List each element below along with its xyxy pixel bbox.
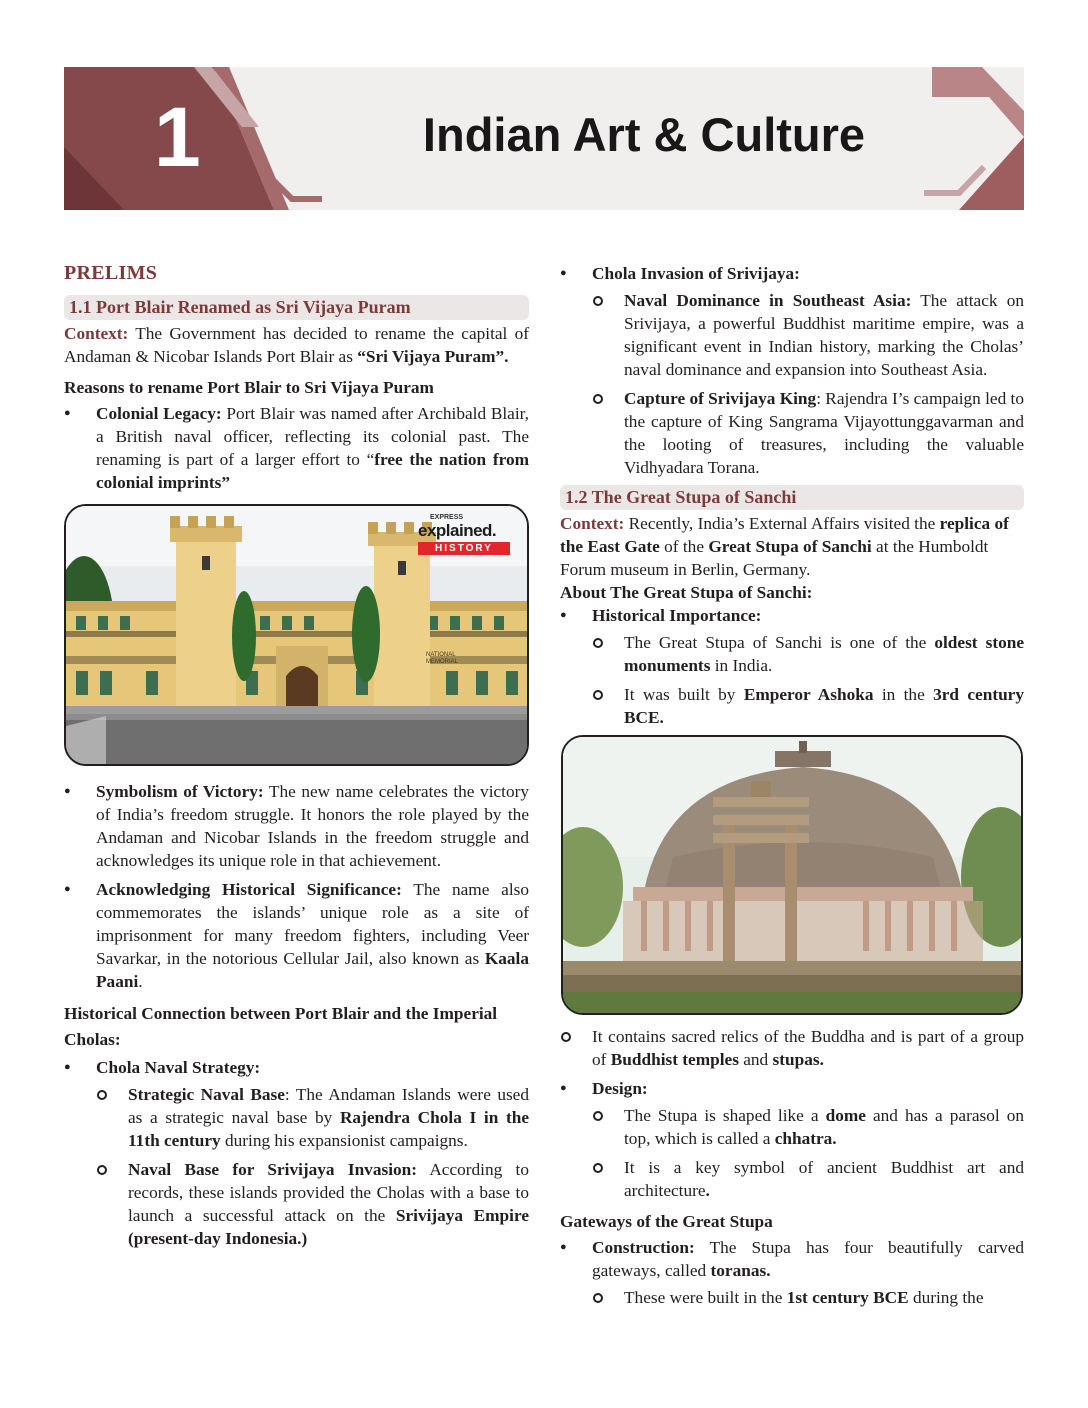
chapter-title: Indian Art & Culture bbox=[422, 108, 866, 161]
srivijaya-base-text: According to records, these islands provided the Cholas with a base to launch a successful attack on the bbox=[128, 1160, 529, 1225]
sublist-item-relics bbox=[560, 1025, 1024, 1071]
relics-bold-1: Buddhist temples bbox=[610, 1050, 739, 1069]
sublist-item-symbol bbox=[592, 1156, 1024, 1202]
naval-strategy-label: Chola Naval Strategy: bbox=[96, 1058, 261, 1077]
reasons-list-continued bbox=[64, 780, 529, 993]
strategic-bold: Rajendra Chola I in the 11th century bbox=[128, 1108, 529, 1150]
section-heading-1-2: 1.2 The Great Stupa of Sanchi bbox=[560, 485, 1024, 510]
list-item-historical-importance bbox=[560, 604, 1024, 729]
design-sublist bbox=[592, 1104, 1024, 1202]
built-text-2: in the bbox=[873, 685, 934, 704]
prelims-label: PRELIMS bbox=[64, 262, 158, 284]
victory-text: The new name celebrates the victory of India’s freedom struggle. It honors the role played by the Andaman and Nicobar Islands in the freedom struggle and acknowledges its unique role in that achievement. bbox=[96, 782, 530, 870]
design-list bbox=[560, 1077, 1024, 1202]
sanchi-context-label: Context: bbox=[560, 514, 625, 533]
sanchi-list bbox=[560, 604, 1024, 729]
symbol-text: It is a key symbol of ancient Buddhist art and architecture bbox=[624, 1158, 1024, 1200]
colonial-label: Colonial Legacy: bbox=[96, 404, 222, 423]
badge-history-text: HISTORY bbox=[418, 542, 510, 555]
cellular-jail-photo bbox=[64, 504, 529, 766]
construction-label: Construction: bbox=[592, 1238, 695, 1257]
list-item-symbolism-victory bbox=[64, 780, 529, 872]
sanchi-stupa-image bbox=[563, 737, 1021, 1013]
sublist-item-built-by bbox=[592, 683, 1024, 729]
sublist-item-capture-king bbox=[592, 387, 1024, 479]
badge-express-text: EXPRESS bbox=[430, 514, 464, 521]
colonial-bold: free the nation from colonial imprints bbox=[96, 450, 529, 492]
ack-label: Acknowledging Historical Significance: bbox=[96, 880, 402, 899]
sanchi-relics-sublist bbox=[560, 1025, 1024, 1071]
about-sanchi-heading: About The Great Stupa of Sanchi: bbox=[560, 583, 813, 602]
chapter-banner bbox=[64, 67, 1024, 210]
hist-importance-label: Historical Importance: bbox=[592, 606, 762, 625]
oldest-bold: oldest stone monuments bbox=[624, 633, 1025, 675]
century-bold: 1st century BCE bbox=[786, 1288, 909, 1307]
colonial-end: ” bbox=[221, 473, 230, 492]
invasion-list bbox=[560, 262, 1024, 479]
left-column bbox=[64, 262, 529, 1256]
list-item-chola-invasion bbox=[560, 262, 1024, 479]
gateways-heading: Gateways of the Great Stupa bbox=[560, 1212, 773, 1231]
sublist-item-century bbox=[592, 1286, 1024, 1309]
sublist-item-strategic-base bbox=[96, 1083, 529, 1152]
badge-explained-text: explained. bbox=[418, 521, 497, 540]
oldest-end: in India. bbox=[710, 656, 773, 675]
list-item-construction bbox=[560, 1236, 1024, 1309]
srivijaya-base-bold: Srivijaya Empire (present-day Indonesia.) bbox=[128, 1206, 529, 1248]
context-new-name: “Sri Vijaya Puram”. bbox=[357, 347, 509, 366]
section-heading-1-1: 1.1 Port Blair Renamed as Sri Vijaya Puram bbox=[64, 295, 529, 320]
hist-importance-sublist bbox=[592, 631, 1024, 729]
list-item-naval-strategy bbox=[64, 1056, 529, 1250]
built-bold-1: Emperor Ashoka bbox=[743, 685, 874, 704]
sanchi-context-bold-1: replica of the East Gate bbox=[560, 514, 1009, 556]
century-text: These were built in the bbox=[624, 1288, 787, 1307]
construction-bold: toranas. bbox=[710, 1261, 771, 1280]
sublist-item-dome bbox=[592, 1104, 1024, 1150]
construction-text: The Stupa has four beautifully carved gateways, called bbox=[592, 1238, 1024, 1280]
gateways-list bbox=[560, 1236, 1024, 1309]
sanchi-context-text-2: of the bbox=[659, 537, 709, 556]
strategic-end: during his expansionist campaigns. bbox=[220, 1131, 468, 1150]
relics-text: It contains sacred relics of the Buddha and is part of a group of bbox=[592, 1027, 1024, 1069]
symbol-end: . bbox=[705, 1181, 710, 1200]
built-text: It was built by bbox=[624, 685, 744, 704]
list-item-design bbox=[560, 1077, 1024, 1202]
design-label: Design: bbox=[592, 1079, 648, 1098]
relics-bold-2: stupas. bbox=[772, 1050, 824, 1069]
strategic-label: Strategic Naval Base bbox=[128, 1085, 285, 1104]
context-paragraph bbox=[64, 322, 529, 368]
built-bold-2: 3rd century BCE. bbox=[624, 685, 1024, 727]
capture-label: Capture of Srivijaya King bbox=[624, 389, 817, 408]
strategic-text: : The Andaman Islands were used as a strategic naval base by bbox=[128, 1085, 529, 1127]
naval-strategy-sublist bbox=[96, 1083, 529, 1250]
dome-text: The Stupa is shaped like a bbox=[624, 1106, 826, 1125]
sanchi-context-bold-2: Great Stupa of Sanchi bbox=[708, 537, 872, 556]
list-item-colonial-legacy bbox=[64, 402, 529, 494]
dominance-text: The attack on Srivijaya, a powerful Buddhist maritime empire, was a significant event in Indian history, marking the Cholas’ naval dominance and expansion into Southeast Asia. bbox=[624, 291, 1024, 379]
relics-text-2: and bbox=[738, 1050, 773, 1069]
chola-list bbox=[64, 1056, 529, 1250]
list-item-historical-significance bbox=[64, 878, 529, 993]
ack-end: . bbox=[138, 972, 143, 991]
dome-bold: dome bbox=[825, 1106, 866, 1125]
dome-bold-2: chhatra. bbox=[774, 1129, 837, 1148]
dominance-label: Naval Dominance in Southeast Asia: bbox=[624, 291, 912, 310]
sublist-item-srivijaya-base bbox=[96, 1158, 529, 1250]
context-label: Context: bbox=[64, 324, 129, 343]
ack-bold: Kaala Paani bbox=[96, 949, 529, 991]
victory-label: Symbolism of Victory: bbox=[96, 782, 264, 801]
oldest-text: The Great Stupa of Sanchi is one of the bbox=[624, 633, 935, 652]
dome-text-2: and has a parasol on top, which is called a bbox=[624, 1106, 1024, 1148]
reasons-heading: Reasons to rename Port Blair to Sri Vijaya Puram bbox=[64, 378, 434, 397]
sanchi-context-text-3: at the Humboldt Forum museum in Berlin, Germany. bbox=[560, 537, 989, 579]
century-text-2: during the bbox=[908, 1288, 984, 1307]
context-text: The Government has decided to rename the capital of Andaman & Nicobar Islands Port Blair as bbox=[64, 324, 529, 366]
chapter-number: 1 bbox=[154, 90, 201, 184]
jail-memorial-sign: NATIONAL MEMORIAL bbox=[426, 652, 459, 665]
capture-text: : Rajendra I’s campaign led to the capture of King Sangrama Vijayottunggavarman and the looting of treasures, including the valuable Vidhyadara Torana. bbox=[624, 389, 1024, 477]
construction-sublist bbox=[592, 1286, 1024, 1309]
express-explained-badge bbox=[418, 514, 514, 555]
sanchi-stupa-photo bbox=[561, 735, 1023, 1015]
sublist-item-oldest bbox=[592, 631, 1024, 677]
right-column bbox=[560, 262, 1024, 1315]
historical-connection-heading: Historical Connection between Port Blair and the Imperial Cholas: bbox=[64, 1004, 498, 1049]
reasons-list bbox=[64, 402, 529, 494]
invasion-label: Chola Invasion of Srivijaya: bbox=[592, 264, 800, 283]
sublist-item-naval-dominance bbox=[592, 289, 1024, 381]
ack-text: The name also commemorates the islands’ unique role as a site of imprisonment for many freedom fighters, including Veer Savarkar, in the notorious Cellular Jail, also known as bbox=[96, 880, 529, 968]
colonial-text: Port Blair was named after Archibald Blair, a British naval officer, reflecting its colonial past. The renaming is part of a larger effort to “ bbox=[96, 404, 529, 469]
srivijaya-base-label: Naval Base for Srivijaya Invasion: bbox=[128, 1160, 417, 1179]
sanchi-context-text-1: Recently, India’s External Affairs visited the bbox=[624, 514, 940, 533]
invasion-sublist bbox=[592, 289, 1024, 479]
sanchi-context-paragraph bbox=[560, 512, 1024, 581]
